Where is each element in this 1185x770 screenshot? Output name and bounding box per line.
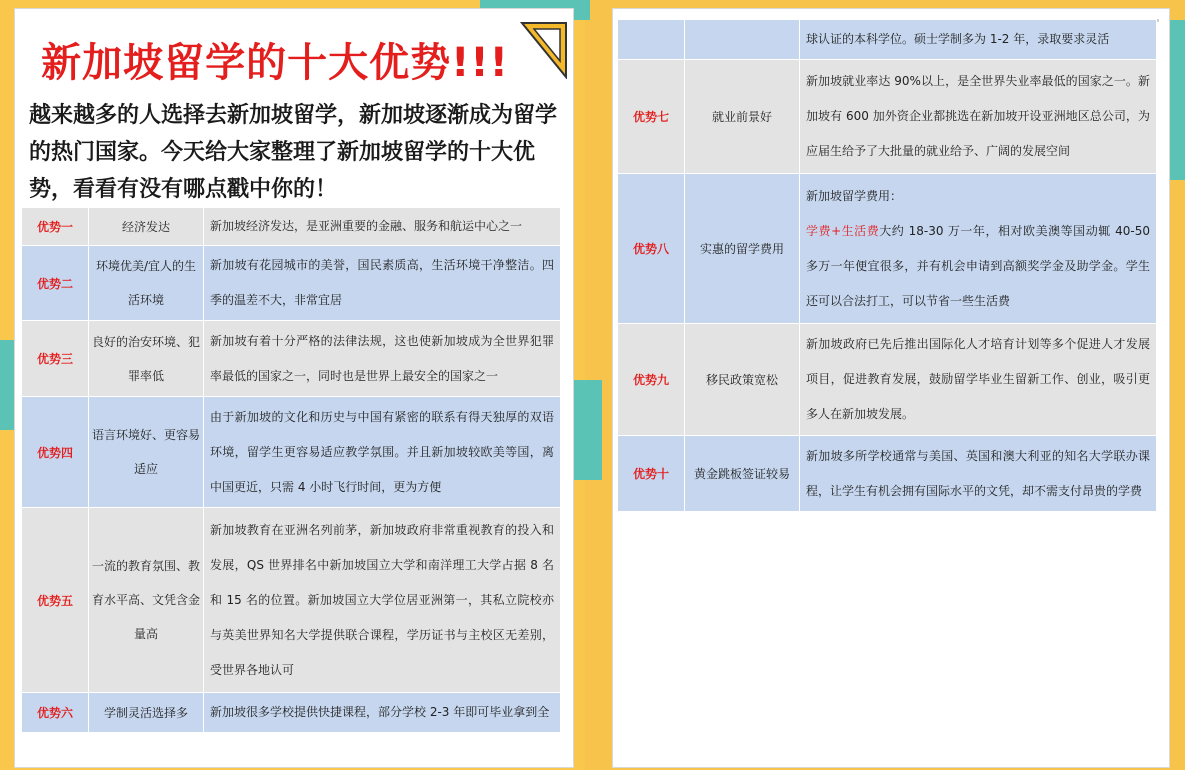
advantage-tag: 优势三 <box>22 321 89 397</box>
advantage-name <box>685 20 800 60</box>
advantage-desc-cell <box>800 174 1157 324</box>
advantage-name: 语言环境好、更容易适应 <box>89 397 204 508</box>
advantage-desc: 由于新加坡的文化和历史与中国有紧密的联系有得天独厚的双语环境，留学生更容易适应教学氛围。并且新加坡较欧美等国，离中国更近，只需 4 小时飞行时间，更为方便 <box>204 397 561 508</box>
advantage-tag: 优势四 <box>22 397 89 508</box>
table-row <box>618 60 1157 174</box>
page-right <box>612 8 1170 768</box>
teal-decoration <box>572 380 602 480</box>
advantage-name: 实惠的留学费用 <box>685 174 800 324</box>
intro-paragraph: 越来越多的人选择去新加坡留学，新加坡逐渐成为留学的热门国家。今天给大家整理了新加坡留学的十大优势，看看有没有哪点戳中你的！ <box>29 103 558 202</box>
table-row <box>618 20 1157 60</box>
advantage-desc-highlight: 学费+生活费 <box>806 223 880 238</box>
table-row <box>618 436 1157 512</box>
advantage-tag: 优势九 <box>618 324 685 436</box>
advantage-name: 经济发达 <box>89 208 204 246</box>
advantage-name: 一流的教育氛围、教育水平高、文凭含金量高 <box>89 508 204 693</box>
advantage-name: 良好的治安环境、犯罪率低 <box>89 321 204 397</box>
advantage-desc: 新加坡经济发达，是亚洲重要的金融、服务和航运中心之一 <box>204 208 561 246</box>
advantage-desc: 新加坡有花园城市的美誉，国民素质高，生活环境干净整洁。四季的温差不大，非常宜居 <box>204 246 561 321</box>
advantage-tag: 优势十 <box>618 436 685 512</box>
page-left <box>14 8 574 768</box>
advantage-name: 环境优美/宜人的生活环境 <box>89 246 204 321</box>
advantages-table <box>617 19 1157 512</box>
table-row <box>618 174 1157 324</box>
advantage-desc: 新加坡很多学校提供快捷课程，部分学校 2-3 年即可毕业拿到全 <box>204 693 561 733</box>
table-row <box>22 508 561 693</box>
advantage-desc: 球认证的本科学位。硕士学制多为 1-2 年，录取要求灵活 <box>800 20 1157 60</box>
advantage-desc: 新加坡政府已先后推出国际化人才培育计划等多个促进人才发展项目，促进教育发展，鼓励留学毕业生留新工作、创业，吸引更多人在新加坡发展。 <box>800 324 1157 436</box>
advantage-desc: 新加坡教育在亚洲名列前茅，新加坡政府非常重视教育的投入和发展，QS 世界排名中新加坡国立大学和南洋理工大学占据 8 名和 15 名的位置。新加坡国立大学位居亚洲第一，其私立院校亦与英美世界知名大学提供联合课程，学历证书与主校区无差别，受世界各地认可 <box>204 508 561 693</box>
advantage-name: 黄金跳板签证较易 <box>685 436 800 512</box>
teal-decoration <box>1170 20 1185 180</box>
advantages-table <box>21 207 561 733</box>
advantage-tag: 优势六 <box>22 693 89 733</box>
table-row <box>22 397 561 508</box>
advantage-name: 就业前景好 <box>685 60 800 174</box>
advantage-name: 学制灵活选择多 <box>89 693 204 733</box>
advantage-tag: 优势八 <box>618 174 685 324</box>
table-row <box>22 208 561 246</box>
page-title: 新加坡留学的十大优势!!! <box>41 40 509 86</box>
table-row <box>22 321 561 397</box>
table-row <box>22 693 561 733</box>
table-row <box>22 246 561 321</box>
advantage-tag: 优势五 <box>22 508 89 693</box>
advantage-tag: 优势二 <box>22 246 89 321</box>
advantage-desc: 大约 18-30 万一年，相对欧美澳等国动辄 40-50 多万一年便宜很多，并有机会申请到高额奖学金及助学金。学生还可以合法打工，可以节省一些生活费 <box>806 223 1150 308</box>
advantage-desc: 新加坡就业率达 90%以上，是全世界失业率最低的国家之一。新加坡有 600 加外资企业都挑选在新加坡开设亚洲地区总公司，为应届生给予了大批量的就业给予、广阔的发展空间 <box>800 60 1157 174</box>
triangle-ruler-icon <box>520 21 568 79</box>
advantage-desc: 新加坡有着十分严格的法律法规，这也使新加坡成为全世界犯罪率最低的国家之一，同时也是世界上最安全的国家之一 <box>204 321 561 397</box>
advantage-tag: 优势一 <box>22 208 89 246</box>
advantage-tag <box>618 20 685 60</box>
advantage-name: 移民政策宽松 <box>685 324 800 436</box>
advantage-tag: 优势七 <box>618 60 685 174</box>
advantage-desc-intro: 新加坡留学费用： <box>806 188 903 203</box>
table-row <box>618 324 1157 436</box>
advantage-desc: 新加坡多所学校通常与美国、英国和澳大利亚的知名大学联办课程，让学生有机会拥有国际水平的文凭，却不需支付昂贵的学费 <box>800 436 1157 512</box>
